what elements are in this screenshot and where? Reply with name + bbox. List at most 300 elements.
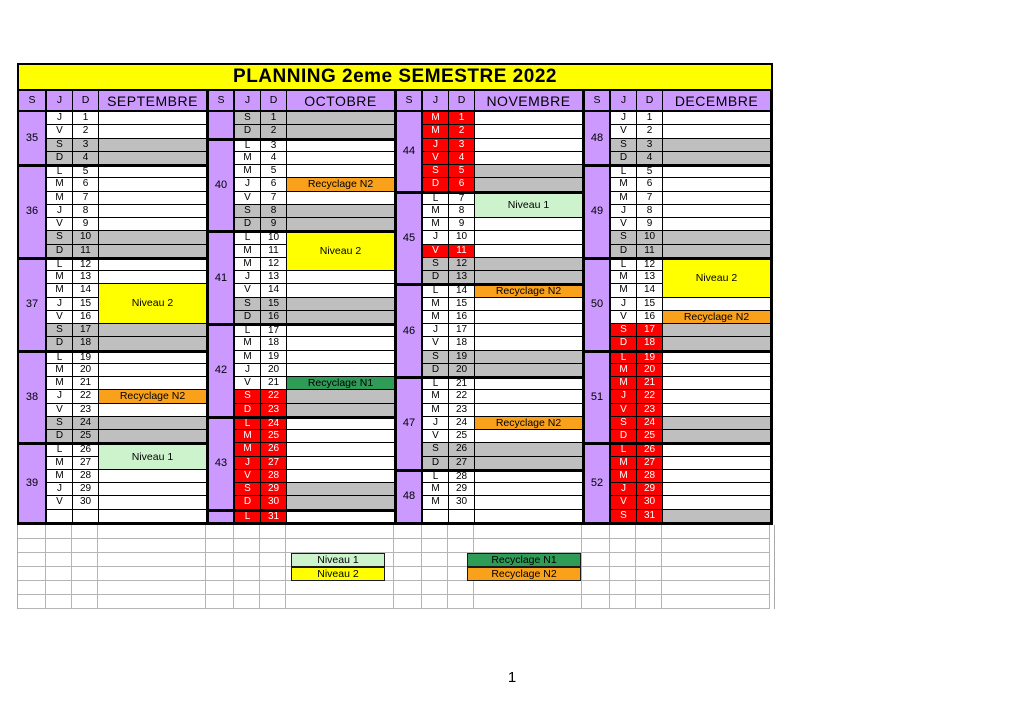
- day-letter-cell: D: [47, 245, 73, 258]
- event-empty-cell: [287, 430, 395, 443]
- event-empty-cell: [287, 284, 395, 297]
- date-cell: 15: [73, 298, 99, 311]
- day-letter-cell: J: [235, 271, 261, 284]
- date-cell: 7: [261, 192, 287, 205]
- day-letter-cell: V: [611, 404, 637, 417]
- date-cell: 14: [637, 284, 663, 297]
- event-cell: Recyclage N2: [287, 178, 395, 191]
- empty-sheet-cell: [72, 539, 98, 553]
- date-cell: 24: [73, 417, 99, 430]
- empty-sheet-cell: [448, 595, 474, 609]
- day-letter-cell: J: [235, 364, 261, 377]
- empty-sheet-cell: [72, 525, 98, 539]
- date-cell: 9: [449, 218, 475, 231]
- date-cell: 7: [73, 192, 99, 205]
- date-cell: 9: [261, 218, 287, 231]
- date-cell: 30: [73, 496, 99, 509]
- day-col-header: J: [235, 91, 261, 112]
- page-number: 1: [507, 669, 517, 686]
- empty-sheet-cell: [394, 595, 422, 609]
- empty-sheet-cell: [636, 539, 662, 553]
- event-empty-cell: [475, 510, 583, 523]
- week-number-cell: 45: [395, 192, 423, 285]
- week-number-cell: 46: [395, 284, 423, 377]
- day-letter-cell: M: [47, 470, 73, 483]
- empty-sheet-cell: [582, 539, 610, 553]
- event-empty-cell: [475, 337, 583, 350]
- date-cell: 9: [73, 218, 99, 231]
- event-empty-cell: [663, 470, 771, 483]
- empty-sheet-cell: [582, 581, 610, 595]
- event-empty-cell: [99, 337, 207, 350]
- day-letter-cell: S: [611, 324, 637, 337]
- date-cell: 4: [261, 152, 287, 165]
- day-letter-cell: V: [235, 377, 261, 390]
- empty-sheet-cell: [286, 595, 394, 609]
- page-title: PLANNING 2eme SEMESTRE 2022: [17, 63, 773, 91]
- date-cell: 27: [73, 457, 99, 470]
- date-cell: 25: [261, 430, 287, 443]
- day-col-header: J: [611, 91, 637, 112]
- event-empty-cell: [475, 390, 583, 403]
- event-empty-cell: [475, 258, 583, 271]
- event-empty-cell: [475, 231, 583, 244]
- day-letter-cell: J: [47, 483, 73, 496]
- empty-sheet-cell: [394, 581, 422, 595]
- empty-sheet-cell: [18, 553, 46, 567]
- empty-sheet-cell: [234, 539, 260, 553]
- empty-sheet-cell: [72, 553, 98, 567]
- week-number-cell: 35: [19, 112, 47, 165]
- day-letter-cell: S: [235, 298, 261, 311]
- day-letter-cell: D: [611, 337, 637, 350]
- date-cell: 15: [449, 298, 475, 311]
- week-number-cell: 48: [583, 112, 611, 165]
- day-letter-cell: M: [423, 205, 449, 218]
- day-letter-cell: J: [423, 139, 449, 152]
- event-empty-cell: [663, 152, 771, 165]
- date-cell: 16: [261, 311, 287, 324]
- empty-sheet-cell: [46, 553, 72, 567]
- date-cell: 28: [637, 470, 663, 483]
- date-cell: 17: [449, 324, 475, 337]
- date-cell: 12: [73, 258, 99, 271]
- event-cell: Recyclage N2: [663, 311, 771, 324]
- day-letter-cell: V: [423, 430, 449, 443]
- event-empty-cell: [99, 205, 207, 218]
- empty-sheet-cell: [18, 581, 46, 595]
- empty-sheet-cell: [98, 525, 206, 539]
- date-cell: 21: [261, 377, 287, 390]
- date-cell: 2: [261, 125, 287, 138]
- date-cell: 25: [449, 430, 475, 443]
- date-cell: 21: [73, 377, 99, 390]
- day-letter-cell: L: [235, 417, 261, 430]
- day-letter-cell: S: [611, 510, 637, 523]
- empty-sheet-cell: [234, 595, 260, 609]
- empty-sheet-cell: [582, 595, 610, 609]
- date-cell: 26: [449, 443, 475, 456]
- event-empty-cell: [99, 483, 207, 496]
- date-cell: 21: [637, 377, 663, 390]
- day-letter-cell: [423, 510, 449, 523]
- empty-sheet-cell: [582, 553, 610, 567]
- empty-sheet-cell: [636, 525, 662, 539]
- event-empty-cell: [475, 496, 583, 509]
- day-letter-cell: L: [611, 258, 637, 271]
- empty-sheet-cell: [286, 525, 394, 539]
- date-cell: 23: [73, 404, 99, 417]
- empty-sheet-cell: [206, 567, 234, 581]
- date-cell: 24: [449, 417, 475, 430]
- empty-sheet-cell: [422, 581, 448, 595]
- week-number-cell: 49: [583, 165, 611, 258]
- empty-sheet-cell: [636, 595, 662, 609]
- day-letter-cell: D: [423, 271, 449, 284]
- date-cell: 4: [73, 152, 99, 165]
- date-cell: 18: [73, 337, 99, 350]
- event-empty-cell: [99, 510, 207, 523]
- day-letter-cell: L: [47, 165, 73, 178]
- legend-item: Niveau 1: [291, 553, 385, 567]
- week-number-cell: 36: [19, 165, 47, 258]
- day-letter-cell: V: [235, 470, 261, 483]
- day-letter-cell: L: [47, 258, 73, 271]
- empty-sheet-cell: [46, 539, 72, 553]
- day-letter-cell: S: [235, 483, 261, 496]
- day-letter-cell: S: [611, 417, 637, 430]
- day-letter-cell: [47, 510, 73, 523]
- day-letter-cell: V: [47, 311, 73, 324]
- event-empty-cell: [99, 364, 207, 377]
- event-empty-cell: [287, 496, 395, 509]
- event-empty-cell: [287, 311, 395, 324]
- date-cell: 19: [261, 351, 287, 364]
- day-letter-cell: J: [47, 298, 73, 311]
- empty-sheet-cell: [206, 581, 234, 595]
- day-letter-cell: M: [47, 284, 73, 297]
- event-empty-cell: [99, 218, 207, 231]
- date-cell: 25: [73, 430, 99, 443]
- date-cell: 28: [449, 470, 475, 483]
- date-cell: 24: [261, 417, 287, 430]
- legend-grid: [17, 525, 775, 609]
- event-empty-cell: [99, 152, 207, 165]
- day-letter-cell: J: [611, 112, 637, 125]
- week-number-cell: 42: [207, 324, 235, 417]
- date-cell: 29: [73, 483, 99, 496]
- day-letter-cell: V: [423, 245, 449, 258]
- day-letter-cell: J: [611, 390, 637, 403]
- event-empty-cell: [99, 377, 207, 390]
- date-col-header: D: [261, 91, 287, 112]
- date-cell: 3: [73, 139, 99, 152]
- date-cell: 20: [637, 364, 663, 377]
- event-empty-cell: [475, 457, 583, 470]
- date-cell: 22: [73, 390, 99, 403]
- event-empty-cell: [475, 311, 583, 324]
- week-col-header: S: [395, 91, 423, 112]
- event-empty-cell: [99, 112, 207, 125]
- day-letter-cell: M: [611, 284, 637, 297]
- day-letter-cell: M: [423, 311, 449, 324]
- day-letter-cell: M: [47, 364, 73, 377]
- date-cell: 22: [449, 390, 475, 403]
- empty-sheet-cell: [662, 553, 770, 567]
- empty-sheet-cell: [18, 595, 46, 609]
- event-empty-cell: [663, 337, 771, 350]
- empty-sheet-cell: [72, 567, 98, 581]
- day-letter-cell: V: [423, 337, 449, 350]
- date-cell: 24: [637, 417, 663, 430]
- event-empty-cell: [287, 139, 395, 152]
- event-empty-cell: [287, 404, 395, 417]
- date-cell: 28: [261, 470, 287, 483]
- event-empty-cell: [663, 324, 771, 337]
- date-cell: 11: [73, 245, 99, 258]
- date-cell: 13: [261, 271, 287, 284]
- empty-sheet-cell: [422, 553, 448, 567]
- event-empty-cell: [99, 271, 207, 284]
- event-empty-cell: [663, 510, 771, 523]
- empty-sheet-cell: [46, 525, 72, 539]
- week-number-cell: 40: [207, 139, 235, 232]
- event-empty-cell: [99, 496, 207, 509]
- event-empty-cell: [287, 165, 395, 178]
- day-letter-cell: M: [47, 377, 73, 390]
- week-col-header: S: [583, 91, 611, 112]
- month-header: SEPTEMBRE: [99, 91, 207, 112]
- day-letter-cell: J: [47, 390, 73, 403]
- event-empty-cell: [475, 165, 583, 178]
- date-col-header: D: [637, 91, 663, 112]
- date-cell: 1: [449, 112, 475, 125]
- empty-sheet-cell: [206, 539, 234, 553]
- date-cell: 18: [261, 337, 287, 350]
- empty-sheet-cell: [422, 539, 448, 553]
- date-cell: 30: [261, 496, 287, 509]
- month-header: NOVEMBRE: [475, 91, 583, 112]
- day-letter-cell: L: [423, 377, 449, 390]
- date-cell: 8: [449, 205, 475, 218]
- empty-sheet-cell: [72, 595, 98, 609]
- day-letter-cell: V: [611, 496, 637, 509]
- empty-sheet-cell: [394, 567, 422, 581]
- day-letter-cell: M: [423, 218, 449, 231]
- date-cell: 6: [261, 178, 287, 191]
- event-empty-cell: [287, 152, 395, 165]
- event-empty-cell: [475, 324, 583, 337]
- empty-sheet-cell: [610, 525, 636, 539]
- day-letter-cell: M: [47, 192, 73, 205]
- day-letter-cell: S: [423, 165, 449, 178]
- empty-sheet-cell: [98, 581, 206, 595]
- event-empty-cell: [663, 430, 771, 443]
- empty-sheet-cell: [234, 525, 260, 539]
- event-cell: Niveau 2: [99, 284, 207, 324]
- empty-sheet-cell: [610, 581, 636, 595]
- week-number-cell: 37: [19, 258, 47, 351]
- date-cell: 30: [449, 496, 475, 509]
- event-cell: Niveau 1: [475, 192, 583, 219]
- day-letter-cell: S: [47, 417, 73, 430]
- event-empty-cell: [475, 125, 583, 138]
- date-cell: 23: [449, 404, 475, 417]
- day-letter-cell: L: [47, 443, 73, 456]
- event-cell: Niveau 1: [99, 443, 207, 470]
- date-cell: 1: [637, 112, 663, 125]
- day-letter-cell: L: [47, 351, 73, 364]
- date-cell: 8: [637, 205, 663, 218]
- empty-sheet-cell: [98, 553, 206, 567]
- date-cell: 2: [637, 125, 663, 138]
- day-letter-cell: D: [235, 404, 261, 417]
- week-col-header: S: [207, 91, 235, 112]
- month-header: OCTOBRE: [287, 91, 395, 112]
- date-cell: 29: [261, 483, 287, 496]
- day-letter-cell: D: [235, 218, 261, 231]
- date-cell: 13: [449, 271, 475, 284]
- day-letter-cell: D: [423, 364, 449, 377]
- date-cell: 22: [637, 390, 663, 403]
- event-empty-cell: [287, 364, 395, 377]
- event-empty-cell: [287, 390, 395, 403]
- day-letter-cell: S: [235, 390, 261, 403]
- day-letter-cell: S: [611, 231, 637, 244]
- day-letter-cell: M: [235, 443, 261, 456]
- day-letter-cell: D: [423, 457, 449, 470]
- event-empty-cell: [287, 510, 395, 523]
- day-letter-cell: S: [423, 351, 449, 364]
- empty-sheet-cell: [260, 553, 286, 567]
- event-empty-cell: [475, 430, 583, 443]
- date-cell: 27: [261, 457, 287, 470]
- event-empty-cell: [475, 483, 583, 496]
- date-cell: 1: [261, 112, 287, 125]
- empty-sheet-cell: [260, 581, 286, 595]
- week-number-cell: [207, 112, 235, 139]
- day-letter-cell: L: [423, 192, 449, 205]
- date-cell: 16: [637, 311, 663, 324]
- empty-sheet-cell: [234, 581, 260, 595]
- date-cell: 19: [73, 351, 99, 364]
- date-cell: 12: [261, 258, 287, 271]
- empty-sheet-cell: [582, 525, 610, 539]
- week-number-cell: 47: [395, 377, 423, 470]
- event-empty-cell: [475, 364, 583, 377]
- day-letter-cell: S: [423, 443, 449, 456]
- event-empty-cell: [287, 271, 395, 284]
- date-cell: 4: [637, 152, 663, 165]
- week-number-cell: 41: [207, 231, 235, 324]
- empty-sheet-cell: [72, 581, 98, 595]
- day-letter-cell: M: [235, 351, 261, 364]
- date-cell: 29: [637, 483, 663, 496]
- event-empty-cell: [99, 178, 207, 191]
- event-empty-cell: [663, 112, 771, 125]
- empty-sheet-cell: [98, 567, 206, 581]
- date-cell: 15: [261, 298, 287, 311]
- week-number-cell: 39: [19, 443, 47, 523]
- date-cell: 14: [73, 284, 99, 297]
- empty-sheet-cell: [394, 539, 422, 553]
- date-cell: 16: [449, 311, 475, 324]
- event-empty-cell: [475, 443, 583, 456]
- date-cell: 5: [637, 165, 663, 178]
- empty-sheet-cell: [662, 581, 770, 595]
- day-letter-cell: L: [611, 165, 637, 178]
- day-letter-cell: V: [423, 152, 449, 165]
- date-cell: 13: [637, 271, 663, 284]
- day-letter-cell: J: [235, 178, 261, 191]
- empty-sheet-cell: [636, 553, 662, 567]
- empty-sheet-cell: [46, 581, 72, 595]
- day-letter-cell: M: [611, 178, 637, 191]
- date-cell: 16: [73, 311, 99, 324]
- date-cell: 14: [449, 284, 475, 297]
- day-col-header: J: [423, 91, 449, 112]
- empty-sheet-cell: [662, 567, 770, 581]
- event-empty-cell: [287, 125, 395, 138]
- event-empty-cell: [663, 245, 771, 258]
- event-empty-cell: [663, 125, 771, 138]
- event-empty-cell: [663, 496, 771, 509]
- date-cell: 21: [449, 377, 475, 390]
- empty-sheet-cell: [260, 539, 286, 553]
- event-cell: Niveau 2: [287, 231, 395, 271]
- event-empty-cell: [663, 218, 771, 231]
- day-letter-cell: L: [235, 231, 261, 244]
- event-cell: Recyclage N1: [287, 377, 395, 390]
- date-col-header: D: [449, 91, 475, 112]
- empty-sheet-cell: [474, 595, 582, 609]
- date-cell: 5: [449, 165, 475, 178]
- date-cell: 17: [637, 324, 663, 337]
- event-empty-cell: [475, 404, 583, 417]
- empty-sheet-cell: [636, 581, 662, 595]
- event-empty-cell: [99, 430, 207, 443]
- day-letter-cell: M: [611, 271, 637, 284]
- day-letter-cell: V: [611, 125, 637, 138]
- date-cell: 10: [261, 231, 287, 244]
- date-cell: 25: [637, 430, 663, 443]
- event-empty-cell: [287, 324, 395, 337]
- date-cell: 7: [637, 192, 663, 205]
- event-empty-cell: [99, 125, 207, 138]
- date-cell: 17: [261, 324, 287, 337]
- day-letter-cell: S: [611, 139, 637, 152]
- date-cell: 17: [73, 324, 99, 337]
- empty-sheet-cell: [662, 595, 770, 609]
- event-empty-cell: [663, 417, 771, 430]
- event-empty-cell: [287, 417, 395, 430]
- event-empty-cell: [287, 218, 395, 231]
- event-empty-cell: [663, 351, 771, 364]
- day-letter-cell: S: [47, 231, 73, 244]
- empty-sheet-cell: [662, 539, 770, 553]
- empty-sheet-cell: [448, 581, 474, 595]
- empty-sheet-cell: [448, 539, 474, 553]
- empty-sheet-cell: [18, 525, 46, 539]
- empty-sheet-cell: [46, 567, 72, 581]
- empty-sheet-cell: [422, 525, 448, 539]
- event-empty-cell: [475, 245, 583, 258]
- legend-item: Niveau 2: [291, 567, 385, 581]
- date-cell: 10: [449, 231, 475, 244]
- day-letter-cell: D: [235, 125, 261, 138]
- event-empty-cell: [287, 457, 395, 470]
- event-empty-cell: [475, 112, 583, 125]
